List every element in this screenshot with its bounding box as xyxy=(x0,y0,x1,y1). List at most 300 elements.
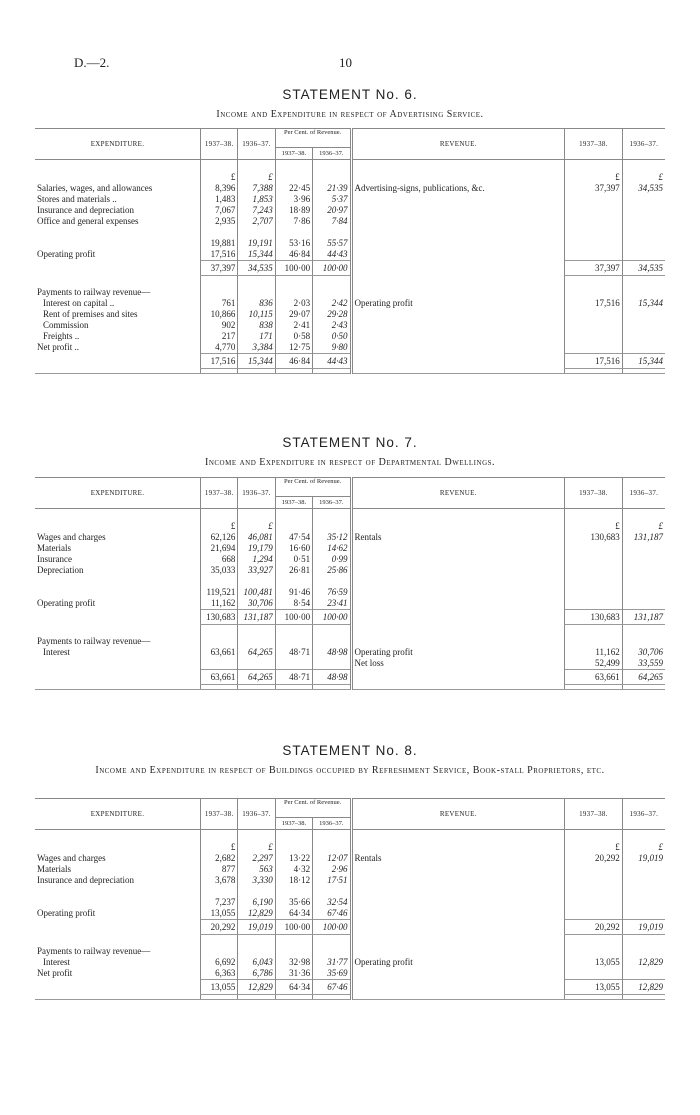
gap-row xyxy=(35,886,665,897)
table-cell xyxy=(565,369,623,374)
table-cell: 0·51 xyxy=(275,554,312,565)
table-cell xyxy=(351,625,565,637)
table-cell xyxy=(238,287,275,298)
table-cell: Depreciation xyxy=(37,565,84,575)
table-cell xyxy=(35,980,201,995)
table-cell xyxy=(565,331,623,342)
table-cell: 19,191 xyxy=(238,238,275,249)
table-cell xyxy=(35,276,201,288)
table-cell xyxy=(622,509,665,522)
statement-7-table xyxy=(35,477,665,690)
statement-title: STATEMENT No. 8. xyxy=(282,743,418,758)
table-row xyxy=(35,543,665,554)
table-cell xyxy=(201,658,238,670)
statement-title: STATEMENT No. 6. xyxy=(282,87,418,102)
table-cell: 6,190 xyxy=(238,897,275,908)
table-cell: Net loss xyxy=(354,658,384,668)
table-cell xyxy=(238,830,275,843)
table-cell xyxy=(35,238,201,249)
table-cell xyxy=(35,576,201,587)
table-cell: Operating profit xyxy=(354,647,413,657)
table-cell: Wages and charges xyxy=(37,853,106,863)
table-cell: 13,055 xyxy=(565,957,623,968)
table-cell: Operating profit xyxy=(354,957,413,967)
table-cell: 46,081 xyxy=(238,532,275,543)
table-cell xyxy=(622,205,665,216)
table-cell: £ xyxy=(201,842,238,853)
table-cell xyxy=(351,331,565,342)
table-row xyxy=(35,205,665,216)
table-cell xyxy=(565,908,623,920)
table-cell: 18·12 xyxy=(275,875,312,886)
table-cell: 3·96 xyxy=(275,194,312,205)
table-cell: 6,692 xyxy=(201,957,238,968)
table-cell xyxy=(351,565,565,576)
table-cell: 130,683 xyxy=(565,532,623,543)
table-row xyxy=(35,532,665,543)
table-cell: 47·54 xyxy=(275,532,312,543)
table-cell: 877 xyxy=(201,864,238,875)
table-cell: EXPENDITURE. xyxy=(90,139,145,148)
table-cell xyxy=(313,287,351,298)
table-cell: 668 xyxy=(201,554,238,565)
table-cell xyxy=(622,238,665,249)
table-cell xyxy=(351,342,565,354)
table-cell xyxy=(351,576,565,587)
table-cell xyxy=(351,935,565,947)
table-cell: EXPENDITURE. xyxy=(90,488,145,497)
table-cell: 64·34 xyxy=(275,908,312,920)
table-cell xyxy=(351,875,565,886)
net-profit-row xyxy=(35,968,665,980)
table-cell xyxy=(565,194,623,205)
table-cell: 1936–37. xyxy=(622,129,665,160)
table-cell xyxy=(201,160,238,173)
table-cell xyxy=(313,946,351,957)
table-cell: 100·00 xyxy=(275,920,312,935)
table-cell: £ xyxy=(565,521,623,532)
table-cell: Rent of premises and sites xyxy=(43,309,138,319)
table-cell xyxy=(238,658,275,670)
table-cell xyxy=(35,521,201,532)
table-cell: 902 xyxy=(201,320,238,331)
table-cell: Operating profit xyxy=(37,598,96,608)
table-cell xyxy=(275,636,312,647)
table-cell xyxy=(35,509,201,522)
table-cell xyxy=(351,227,565,238)
table-cell xyxy=(275,886,312,897)
total-row xyxy=(35,610,665,625)
table-cell xyxy=(565,995,623,1000)
table-cell: £ xyxy=(565,842,623,853)
table-cell xyxy=(313,685,351,690)
table-cell: 6,363 xyxy=(201,968,238,980)
table-cell: 7,388 xyxy=(238,183,275,194)
table-cell xyxy=(622,320,665,331)
subtotal-row xyxy=(35,587,665,598)
table-cell: 10,866 xyxy=(201,309,238,320)
table-cell: 1,853 xyxy=(238,194,275,205)
table-cell xyxy=(351,543,565,554)
table-cell xyxy=(35,587,201,598)
table-cell xyxy=(622,968,665,980)
table-cell xyxy=(622,194,665,205)
table-cell: 67·46 xyxy=(313,908,351,920)
table-cell xyxy=(313,830,351,843)
table-cell: 3,678 xyxy=(201,875,238,886)
table-cell: 100·00 xyxy=(313,610,351,625)
table-cell xyxy=(351,160,565,173)
table-cell: 35·66 xyxy=(275,897,312,908)
table-cell: 10,115 xyxy=(238,309,275,320)
table-cell xyxy=(565,946,623,957)
total-row xyxy=(35,980,665,995)
table-cell: 63,661 xyxy=(201,670,238,685)
table-cell xyxy=(622,342,665,354)
table-row xyxy=(35,554,665,565)
table-row xyxy=(35,853,665,864)
table-cell: 35,033 xyxy=(201,565,238,576)
table-cell xyxy=(35,830,201,843)
currency-row xyxy=(35,521,665,532)
table-cell: 130,683 xyxy=(565,610,623,625)
table-cell xyxy=(622,587,665,598)
table-cell xyxy=(565,587,623,598)
table-cell: 1936–37. xyxy=(622,799,665,830)
table-cell: 1936–37. xyxy=(313,818,351,830)
table-cell: 22·45 xyxy=(275,183,312,194)
table-cell xyxy=(313,369,351,374)
table-cell xyxy=(35,658,201,670)
table-cell: 7·86 xyxy=(275,216,312,227)
table-cell xyxy=(565,897,623,908)
table-cell: £ xyxy=(622,521,665,532)
table-cell: 15,344 xyxy=(238,249,275,261)
table-cell xyxy=(35,369,201,374)
table-cell xyxy=(622,216,665,227)
table-cell xyxy=(35,920,201,935)
table-cell: 4·32 xyxy=(275,864,312,875)
table-cell xyxy=(313,172,351,183)
table-cell xyxy=(565,287,623,298)
table-cell: REVENUE. xyxy=(351,129,565,160)
bottom-rule-row xyxy=(35,685,665,690)
table-cell: 217 xyxy=(201,331,238,342)
table-cell xyxy=(565,227,623,238)
total-row xyxy=(35,354,665,369)
table-cell: Interest xyxy=(43,647,70,657)
table-cell xyxy=(201,576,238,587)
table-cell xyxy=(35,935,201,947)
table-cell: 20,292 xyxy=(565,920,623,935)
table-cell xyxy=(565,636,623,647)
table-cell: 100,481 xyxy=(238,587,275,598)
table-cell xyxy=(238,276,275,288)
table-cell xyxy=(351,287,565,298)
table-cell: 100·00 xyxy=(313,920,351,935)
table-cell: Advertising-signs, publications, &c. xyxy=(354,183,485,193)
table-cell: 3,384 xyxy=(238,342,275,354)
table-cell xyxy=(622,309,665,320)
table-cell: 9·80 xyxy=(313,342,351,354)
table-cell: Salaries, wages, and allowances xyxy=(37,183,153,193)
table-cell xyxy=(201,995,238,1000)
table-cell: 30,706 xyxy=(622,647,665,658)
table-cell xyxy=(565,509,623,522)
table-cell: 12,829 xyxy=(622,957,665,968)
table-cell: 63,661 xyxy=(565,670,623,685)
table-cell: 2·96 xyxy=(313,864,351,875)
table-cell: 32·54 xyxy=(313,897,351,908)
table-cell: 23·41 xyxy=(313,598,351,610)
table-cell xyxy=(622,227,665,238)
table-cell: 13·22 xyxy=(275,853,312,864)
table-cell: 64·34 xyxy=(275,980,312,995)
table-cell xyxy=(351,320,565,331)
table-row xyxy=(35,875,665,886)
table-cell xyxy=(313,636,351,647)
table-cell: Operating profit xyxy=(37,908,96,918)
table-cell xyxy=(238,160,275,173)
table-cell xyxy=(622,875,665,886)
table-cell: 46·84 xyxy=(275,354,312,369)
table-cell: 19,019 xyxy=(238,920,275,935)
table-cell: Per Cent. of Revenue. xyxy=(275,478,351,497)
table-cell xyxy=(313,521,351,532)
table-cell xyxy=(622,685,665,690)
table-cell xyxy=(351,864,565,875)
table-cell: 2·41 xyxy=(275,320,312,331)
table-cell xyxy=(351,908,565,920)
table-cell: 7,237 xyxy=(201,897,238,908)
table-cell: Operating profit xyxy=(354,298,413,308)
table-cell: Office and general expenses xyxy=(37,216,139,226)
statement-6-heading xyxy=(0,87,700,121)
table-cell xyxy=(351,685,565,690)
table-cell: Insurance xyxy=(37,554,72,564)
table-cell: 2,707 xyxy=(238,216,275,227)
table-cell xyxy=(351,886,565,897)
gap-row xyxy=(35,935,665,947)
table-cell: 34,535 xyxy=(622,183,665,194)
table-cell: 20,292 xyxy=(201,920,238,935)
table-cell xyxy=(351,995,565,1000)
table-cell: Rentals xyxy=(354,532,382,542)
page-number: 10 xyxy=(339,55,352,70)
table-cell: 48·71 xyxy=(275,670,312,685)
bottom-rule-row xyxy=(35,369,665,374)
gap-row xyxy=(35,276,665,288)
table-cell xyxy=(275,509,312,522)
table-cell xyxy=(275,995,312,1000)
table-cell xyxy=(622,287,665,298)
table-cell: 2,935 xyxy=(201,216,238,227)
table-cell xyxy=(565,342,623,354)
table-cell xyxy=(238,509,275,522)
statement-6-table xyxy=(35,128,665,374)
table-cell xyxy=(313,227,351,238)
table-cell xyxy=(238,685,275,690)
table-cell: 13,055 xyxy=(565,980,623,995)
table-cell: £ xyxy=(622,842,665,853)
table-cell xyxy=(351,598,565,610)
table-cell xyxy=(565,576,623,587)
table-cell xyxy=(565,685,623,690)
table-cell: 34,535 xyxy=(622,261,665,276)
table-row xyxy=(35,216,665,227)
table-cell: 8·54 xyxy=(275,598,312,610)
table-cell xyxy=(313,842,351,853)
table-cell: 64,265 xyxy=(622,670,665,685)
table-cell xyxy=(201,886,238,897)
table-cell xyxy=(35,261,201,276)
table-cell xyxy=(565,216,623,227)
statement-subtitle: Income and Expenditure in respect of Buildings occupied by Refreshment Service, Book-stall Proprietors, etc. xyxy=(95,765,605,776)
table-cell xyxy=(351,920,565,935)
table-cell xyxy=(351,636,565,647)
table-cell: 1937–38. xyxy=(565,799,623,830)
table-cell xyxy=(201,830,238,843)
table-cell: Stores and materials .. xyxy=(37,194,117,204)
total-row xyxy=(35,261,665,276)
table-cell xyxy=(351,968,565,980)
table-cell: £ xyxy=(622,172,665,183)
table-cell xyxy=(35,886,201,897)
table-cell: 171 xyxy=(238,331,275,342)
table-cell xyxy=(565,543,623,554)
table-cell xyxy=(565,160,623,173)
table-cell: 2·43 xyxy=(313,320,351,331)
gap-row xyxy=(35,160,665,173)
table-row xyxy=(35,658,665,670)
table-cell: 1936–37. xyxy=(313,148,351,160)
table-cell: 2·42 xyxy=(313,298,351,309)
table-cell xyxy=(622,897,665,908)
table-cell: 15,344 xyxy=(622,298,665,309)
table-cell xyxy=(238,576,275,587)
subtotal-row xyxy=(35,238,665,249)
table-cell: Rentals xyxy=(354,853,382,863)
table-cell xyxy=(35,897,201,908)
table-cell: 35·12 xyxy=(313,532,351,543)
table-cell: 11,162 xyxy=(201,598,238,610)
total-row xyxy=(35,670,665,685)
table-row xyxy=(35,320,665,331)
table-cell: 21·39 xyxy=(313,183,351,194)
table-cell xyxy=(275,830,312,843)
table-cell xyxy=(565,830,623,843)
table-cell: 19,019 xyxy=(622,920,665,935)
table-cell xyxy=(201,227,238,238)
table-cell xyxy=(201,369,238,374)
table-cell xyxy=(238,625,275,637)
table-cell: Net profit .. xyxy=(37,342,79,352)
table-cell: £ xyxy=(238,521,275,532)
table-cell: 8,396 xyxy=(201,183,238,194)
table-cell: 0·99 xyxy=(313,554,351,565)
table-cell xyxy=(201,625,238,637)
subtotal-row xyxy=(35,897,665,908)
table-cell xyxy=(565,968,623,980)
table-cell: 1937–38. xyxy=(275,497,312,509)
table-cell: 19,019 xyxy=(622,853,665,864)
table-cell: 64,265 xyxy=(238,647,275,658)
table-cell: 1,483 xyxy=(201,194,238,205)
table-cell xyxy=(351,830,565,843)
table-cell: 14·62 xyxy=(313,543,351,554)
table-cell xyxy=(351,354,565,369)
table-cell xyxy=(565,875,623,886)
table-cell xyxy=(622,886,665,897)
table-cell xyxy=(238,369,275,374)
table-cell: 11,162 xyxy=(565,647,623,658)
table-cell xyxy=(622,598,665,610)
table-cell xyxy=(275,685,312,690)
table-cell: 7,067 xyxy=(201,205,238,216)
table-row xyxy=(35,864,665,875)
table-cell xyxy=(35,610,201,625)
table-cell xyxy=(565,320,623,331)
total-row xyxy=(35,920,665,935)
table-cell: 131,187 xyxy=(622,532,665,543)
table-cell: Materials xyxy=(37,543,71,553)
table-cell: 17,516 xyxy=(201,354,238,369)
table-cell xyxy=(35,227,201,238)
table-cell xyxy=(351,521,565,532)
table-cell xyxy=(622,625,665,637)
header-row xyxy=(35,799,665,818)
table-cell: 12,829 xyxy=(622,980,665,995)
table-cell xyxy=(622,369,665,374)
table-cell: Payments to railway revenue— xyxy=(37,946,151,956)
table-cell: 18·89 xyxy=(275,205,312,216)
table-cell xyxy=(275,172,312,183)
table-row xyxy=(35,647,665,658)
table-cell: 53·16 xyxy=(275,238,312,249)
table-cell xyxy=(622,554,665,565)
table-cell xyxy=(351,842,565,853)
table-cell xyxy=(351,172,565,183)
table-cell: 15,344 xyxy=(622,354,665,369)
table-cell xyxy=(622,331,665,342)
table-row xyxy=(35,298,665,309)
table-cell: 6,043 xyxy=(238,957,275,968)
table-cell xyxy=(313,160,351,173)
table-cell: 25·86 xyxy=(313,565,351,576)
table-cell: 34,535 xyxy=(238,261,275,276)
table-cell xyxy=(313,625,351,637)
table-cell: 5·37 xyxy=(313,194,351,205)
table-cell: 20,292 xyxy=(565,853,623,864)
table-cell xyxy=(622,946,665,957)
table-cell xyxy=(351,509,565,522)
table-cell xyxy=(275,946,312,957)
gap-row xyxy=(35,830,665,843)
table-cell: 91·46 xyxy=(275,587,312,598)
table-cell xyxy=(313,276,351,288)
statement-title: STATEMENT No. 7. xyxy=(282,435,418,450)
gap-row xyxy=(35,509,665,522)
table-cell xyxy=(622,908,665,920)
table-cell xyxy=(622,576,665,587)
table-cell: 761 xyxy=(201,298,238,309)
table-cell: £ xyxy=(201,521,238,532)
table-cell xyxy=(351,587,565,598)
table-cell xyxy=(622,249,665,261)
table-cell xyxy=(275,160,312,173)
table-cell xyxy=(622,276,665,288)
table-cell xyxy=(201,946,238,957)
